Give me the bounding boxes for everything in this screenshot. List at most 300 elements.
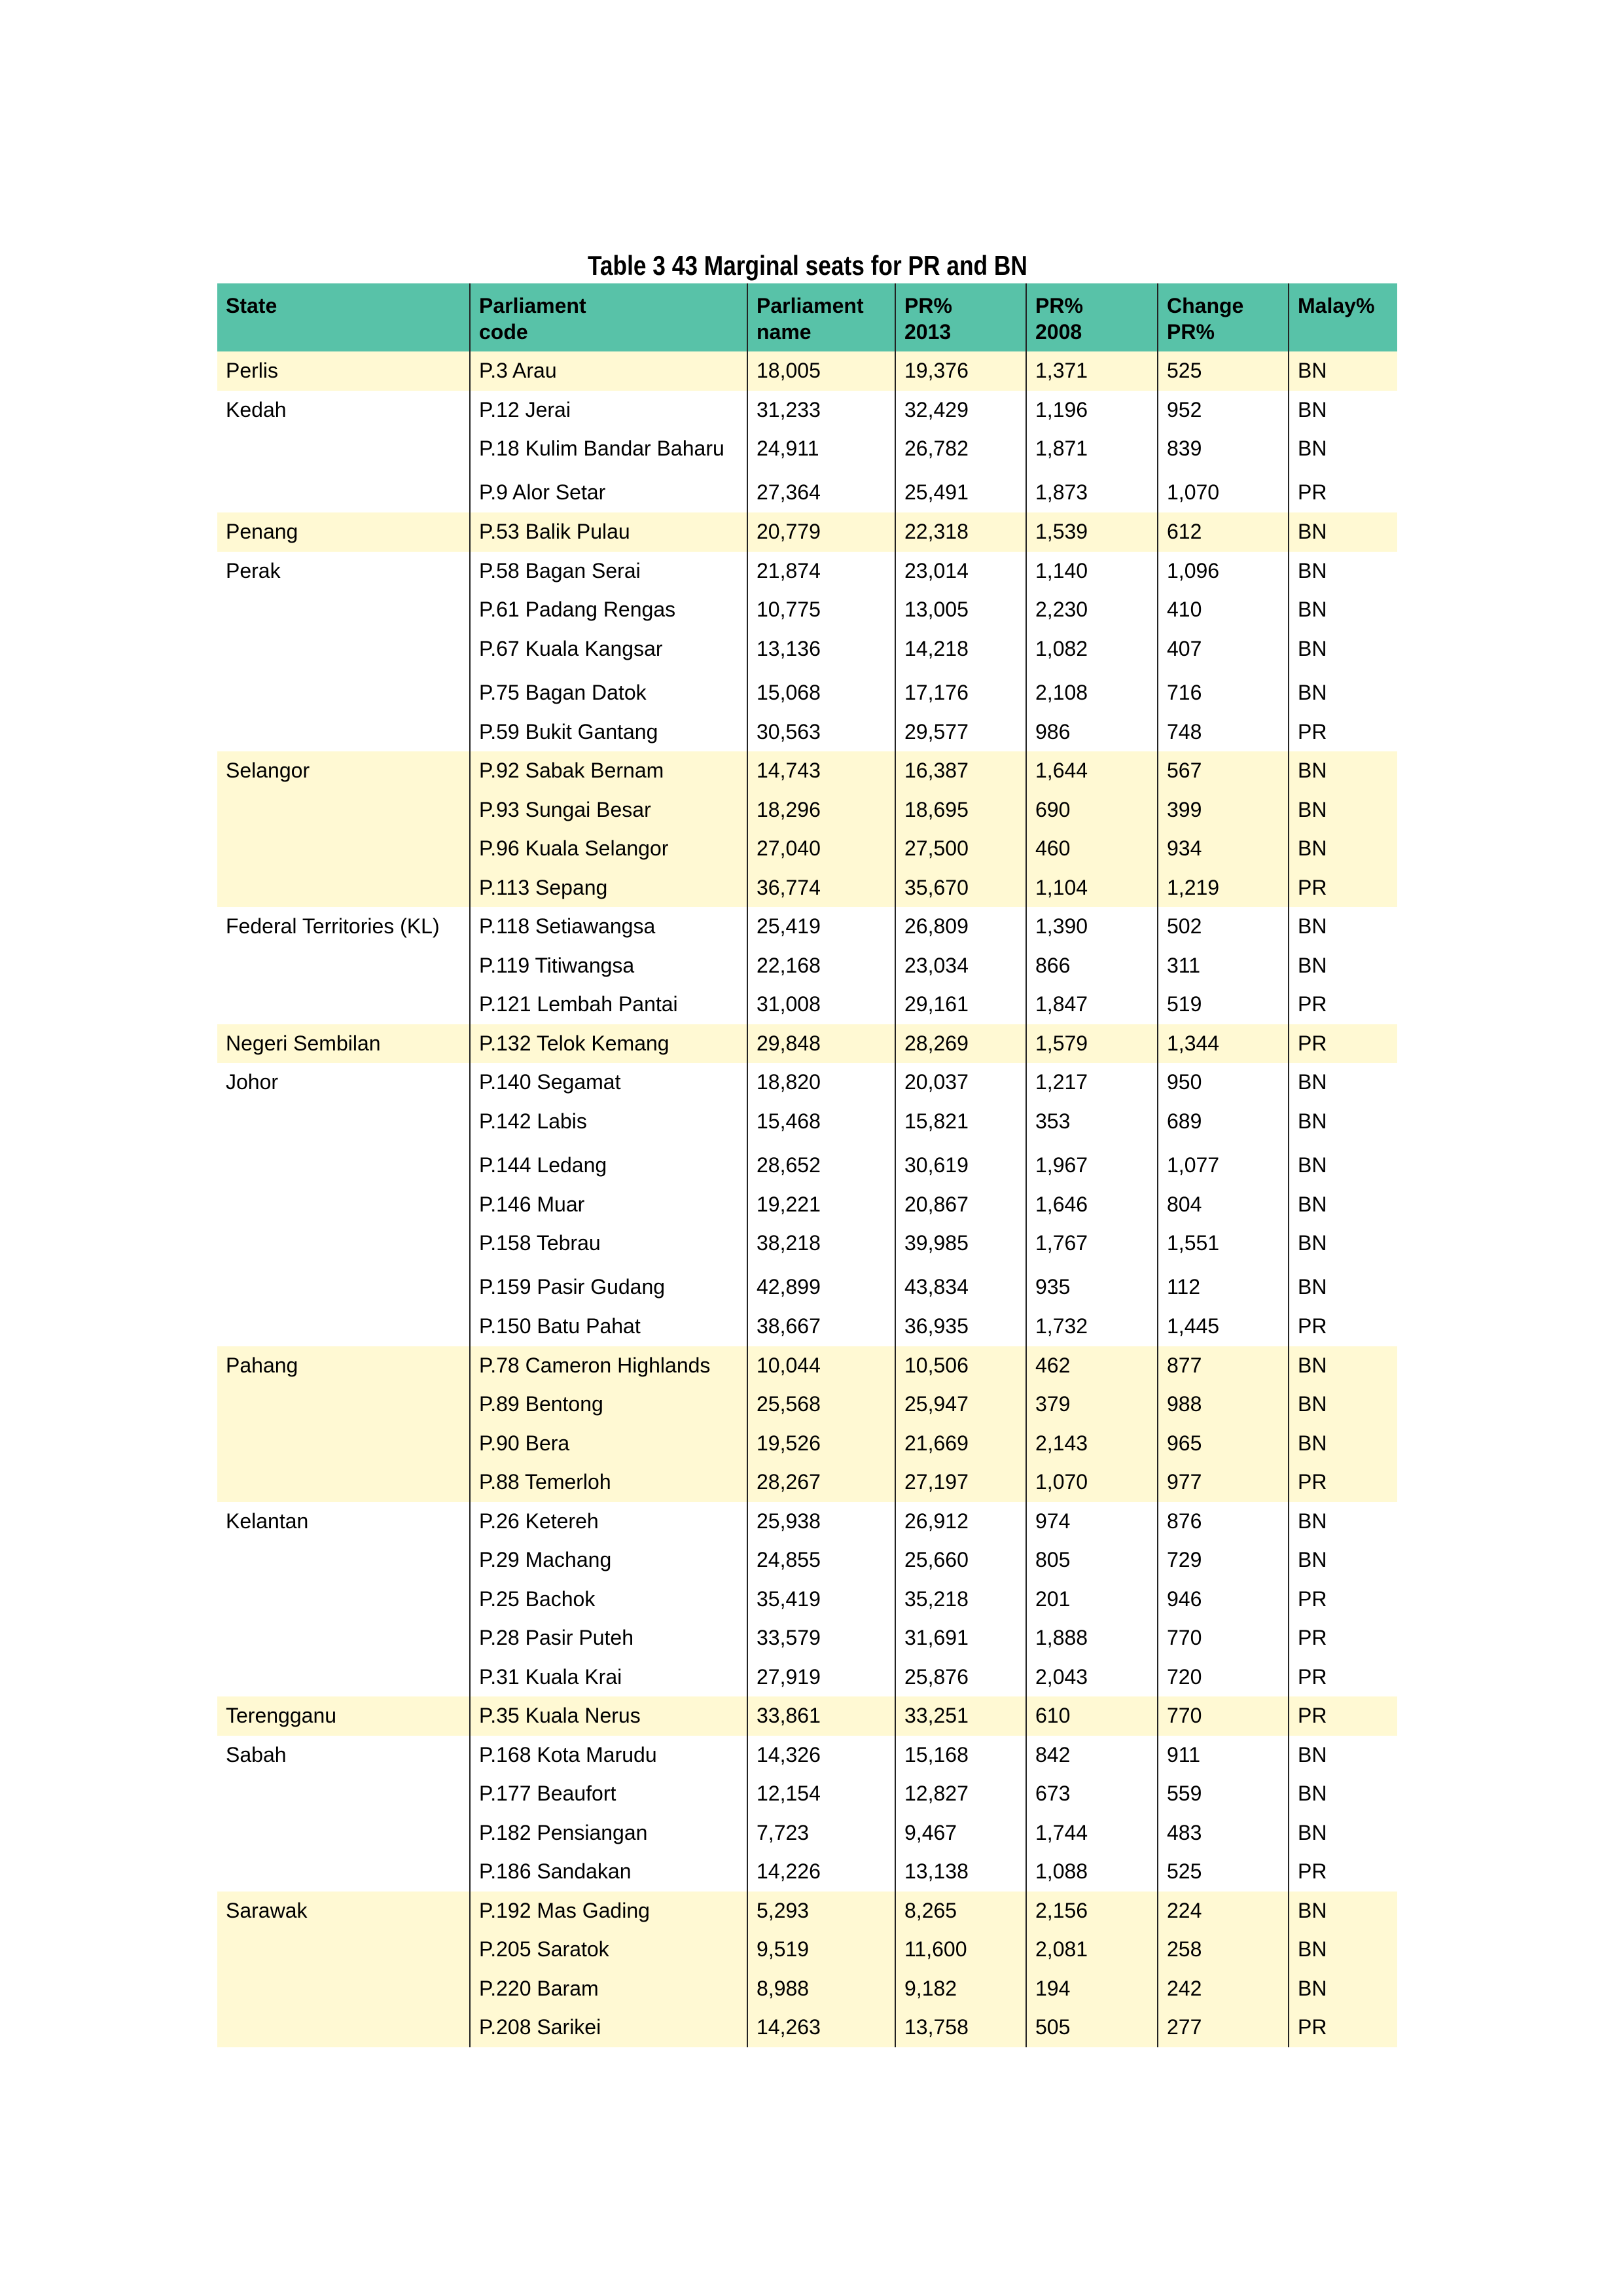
change-pr-cell: 277 <box>1157 2008 1288 2047</box>
pr-2008-cell: 1,644 <box>1026 751 1157 791</box>
malay-pct-cell: BN <box>1288 1263 1397 1308</box>
parliament-code-cell: P.142 Labis <box>469 1102 747 1141</box>
pr-2008-cell: 505 <box>1026 2008 1157 2047</box>
pr-2013-cell: 25,947 <box>895 1385 1026 1424</box>
change-pr-cell: 988 <box>1157 1385 1288 1424</box>
change-pr-cell: 770 <box>1157 1696 1288 1736</box>
parliament-name-cell: 18,005 <box>747 351 895 391</box>
parliament-name-cell: 10,044 <box>747 1346 895 1386</box>
malay-pct-cell: BN <box>1288 1774 1397 1814</box>
pr-2008-cell: 1,888 <box>1026 1619 1157 1658</box>
pr-2008-cell: 462 <box>1026 1346 1157 1386</box>
malay-pct-cell: BN <box>1288 1892 1397 1931</box>
pr-2013-cell: 25,491 <box>895 469 1026 513</box>
table-row <box>217 791 1397 830</box>
pr-2013-cell: 15,821 <box>895 1102 1026 1141</box>
malay-pct-cell: BN <box>1288 1424 1397 1463</box>
change-pr-cell: 483 <box>1157 1814 1288 1853</box>
state-cell <box>217 713 469 752</box>
state-cell <box>217 429 469 469</box>
malay-pct-cell: PR <box>1288 869 1397 908</box>
parliament-name-cell: 21,874 <box>747 552 895 591</box>
table-row <box>217 1736 1397 1775</box>
parliament-name-cell: 38,218 <box>747 1224 895 1263</box>
parliament-name-cell: 7,723 <box>747 1814 895 1853</box>
table-row <box>217 668 1397 713</box>
parliament-code-cell: P.96 Kuala Selangor <box>469 829 747 869</box>
pr-2008-cell: 2,081 <box>1026 1930 1157 1969</box>
change-pr-cell: 804 <box>1157 1185 1288 1225</box>
pr-2013-cell: 32,429 <box>895 391 1026 430</box>
pr-2013-cell: 30,619 <box>895 1141 1026 1185</box>
change-pr-cell: 112 <box>1157 1263 1288 1308</box>
table-row <box>217 552 1397 591</box>
parliament-name-cell: 14,326 <box>747 1736 895 1775</box>
state-cell: Johor <box>226 1070 279 1094</box>
pr-2013-cell: 26,912 <box>895 1502 1026 1541</box>
state-cell <box>217 469 469 513</box>
parliament-code-cell: P.53 Balik Pulau <box>469 512 747 552</box>
state-cell <box>217 1580 469 1619</box>
parliament-name-cell: 19,526 <box>747 1424 895 1463</box>
parliament-name-cell: 15,468 <box>747 1102 895 1141</box>
table-row <box>217 985 1397 1024</box>
parliament-name-cell: 27,364 <box>747 469 895 513</box>
state-cell: Kedah <box>226 397 287 422</box>
table-row <box>217 1263 1397 1308</box>
parliament-name-cell: 25,938 <box>747 1502 895 1541</box>
malay-pct-cell: BN <box>1288 1346 1397 1386</box>
pr-2008-cell: 379 <box>1026 1385 1157 1424</box>
change-pr-cell: 525 <box>1157 1852 1288 1892</box>
table-row <box>217 1346 1397 1386</box>
parliament-name-cell: 36,774 <box>747 869 895 908</box>
change-pr-cell: 716 <box>1157 668 1288 713</box>
table-row <box>217 1852 1397 1892</box>
parliament-name-cell: 9,519 <box>747 1930 895 1969</box>
parliament-code-cell: P.12 Jerai <box>469 391 747 430</box>
state-cell <box>217 985 469 1024</box>
change-pr-cell: 1,077 <box>1157 1141 1288 1185</box>
malay-pct-cell: PR <box>1288 1852 1397 1892</box>
header-pr-2013: PR% 2013 <box>895 283 1026 351</box>
parliament-name-cell: 27,040 <box>747 829 895 869</box>
malay-pct-cell: BN <box>1288 946 1397 986</box>
pr-2008-cell: 2,043 <box>1026 1658 1157 1697</box>
table-header-row <box>217 283 1397 351</box>
pr-2008-cell: 974 <box>1026 1502 1157 1541</box>
state-cell: Sarawak <box>226 1898 308 1922</box>
pr-2008-cell: 1,873 <box>1026 469 1157 513</box>
table-row <box>217 391 1397 430</box>
state-cell: Kelantan <box>226 1509 309 1533</box>
change-pr-cell: 689 <box>1157 1102 1288 1141</box>
malay-pct-cell: BN <box>1288 590 1397 630</box>
table-row <box>217 946 1397 986</box>
pr-2013-cell: 20,867 <box>895 1185 1026 1225</box>
pr-2008-cell: 866 <box>1026 946 1157 986</box>
state-cell: Selangor <box>226 759 310 783</box>
state-cell: Penang <box>226 520 298 544</box>
table-row <box>217 1619 1397 1658</box>
parliament-code-cell: P.28 Pasir Puteh <box>469 1619 747 1658</box>
parliament-code-cell: P.35 Kuala Nerus <box>469 1696 747 1736</box>
parliament-code-cell: P.121 Lembah Pantai <box>469 985 747 1024</box>
parliament-code-cell: P.3 Arau <box>469 351 747 391</box>
parliament-code-cell: P.144 Ledang <box>469 1141 747 1185</box>
malay-pct-cell: BN <box>1288 907 1397 946</box>
parliament-code-cell: P.159 Pasir Gudang <box>469 1263 747 1308</box>
state-cell: Terengganu <box>226 1704 337 1728</box>
table-row <box>217 1774 1397 1814</box>
parliament-name-cell: 24,855 <box>747 1541 895 1580</box>
malay-pct-cell: BN <box>1288 668 1397 713</box>
pr-2013-cell: 18,695 <box>895 791 1026 830</box>
header-pr-2008: PR% 2008 <box>1026 283 1157 351</box>
parliament-name-cell: 30,563 <box>747 713 895 752</box>
state-cell <box>217 1814 469 1853</box>
malay-pct-cell: BN <box>1288 1063 1397 1102</box>
parliament-code-cell: P.192 Mas Gading <box>469 1892 747 1931</box>
change-pr-cell: 612 <box>1157 512 1288 552</box>
pr-2013-cell: 27,500 <box>895 829 1026 869</box>
malay-pct-cell: BN <box>1288 630 1397 669</box>
malay-pct-cell: PR <box>1288 713 1397 752</box>
pr-2008-cell: 935 <box>1026 1263 1157 1308</box>
pr-2013-cell: 21,669 <box>895 1424 1026 1463</box>
parliament-code-cell: P.58 Bagan Serai <box>469 552 747 591</box>
table-row <box>217 1185 1397 1225</box>
change-pr-cell: 748 <box>1157 713 1288 752</box>
table-body <box>217 351 1397 2047</box>
parliament-name-cell: 10,775 <box>747 590 895 630</box>
pr-2013-cell: 20,037 <box>895 1063 1026 1102</box>
table-row <box>217 1424 1397 1463</box>
malay-pct-cell: PR <box>1288 1658 1397 1697</box>
state-cell <box>217 1852 469 1892</box>
malay-pct-cell: BN <box>1288 1541 1397 1580</box>
state-cell <box>217 668 469 713</box>
malay-pct-cell: PR <box>1288 1307 1397 1346</box>
change-pr-cell: 1,551 <box>1157 1224 1288 1263</box>
parliament-code-cell: P.119 Titiwangsa <box>469 946 747 986</box>
parliament-name-cell: 31,233 <box>747 391 895 430</box>
table-row <box>217 1930 1397 1969</box>
state-cell <box>217 1774 469 1814</box>
state-cell: Perlis <box>226 359 279 383</box>
parliament-code-cell: P.31 Kuala Krai <box>469 1658 747 1697</box>
parliament-name-cell: 5,293 <box>747 1892 895 1931</box>
parliament-code-cell: P.208 Sarikei <box>469 2008 747 2047</box>
state-cell <box>217 1463 469 1502</box>
parliament-code-cell: P.67 Kuala Kangsar <box>469 630 747 669</box>
state-cell <box>217 1385 469 1424</box>
pr-2008-cell: 201 <box>1026 1580 1157 1619</box>
pr-2013-cell: 17,176 <box>895 668 1026 713</box>
pr-2013-cell: 10,506 <box>895 1346 1026 1386</box>
pr-2013-cell: 31,691 <box>895 1619 1026 1658</box>
parliament-name-cell: 38,667 <box>747 1307 895 1346</box>
table-row <box>217 713 1397 752</box>
malay-pct-cell: BN <box>1288 1930 1397 1969</box>
pr-2008-cell: 805 <box>1026 1541 1157 1580</box>
malay-pct-cell: BN <box>1288 791 1397 830</box>
change-pr-cell: 877 <box>1157 1346 1288 1386</box>
change-pr-cell: 950 <box>1157 1063 1288 1102</box>
table-row <box>217 512 1397 552</box>
parliament-name-cell: 18,820 <box>747 1063 895 1102</box>
table-row <box>217 1541 1397 1580</box>
table-row <box>217 1224 1397 1263</box>
malay-pct-cell: BN <box>1288 1185 1397 1225</box>
table-row <box>217 1307 1397 1346</box>
pr-2008-cell: 610 <box>1026 1696 1157 1736</box>
change-pr-cell: 224 <box>1157 1892 1288 1931</box>
pr-2008-cell: 1,088 <box>1026 1852 1157 1892</box>
pr-2008-cell: 460 <box>1026 829 1157 869</box>
malay-pct-cell: BN <box>1288 1141 1397 1185</box>
parliament-name-cell: 20,779 <box>747 512 895 552</box>
state-cell: Negeri Sembilan <box>226 1031 381 1055</box>
change-pr-cell: 934 <box>1157 829 1288 869</box>
pr-2008-cell: 1,140 <box>1026 552 1157 591</box>
marginal-seats-table <box>217 283 1397 2047</box>
state-cell <box>217 829 469 869</box>
change-pr-cell: 729 <box>1157 1541 1288 1580</box>
parliament-name-cell: 15,068 <box>747 668 895 713</box>
change-pr-cell: 720 <box>1157 1658 1288 1697</box>
parliament-code-cell: P.168 Kota Marudu <box>469 1736 747 1775</box>
parliament-name-cell: 27,919 <box>747 1658 895 1697</box>
pr-2008-cell: 690 <box>1026 791 1157 830</box>
state-cell <box>217 1224 469 1263</box>
parliament-name-cell: 22,168 <box>747 946 895 986</box>
state-cell <box>217 1658 469 1697</box>
table-row <box>217 1502 1397 1541</box>
change-pr-cell: 911 <box>1157 1736 1288 1775</box>
table-title <box>217 247 1397 284</box>
table-title-text: Table 3 43 Marginal seats for PR and BN <box>587 250 1027 281</box>
state-cell <box>217 2008 469 2047</box>
malay-pct-cell: BN <box>1288 1969 1397 2009</box>
parliament-code-cell: P.186 Sandakan <box>469 1852 747 1892</box>
parliament-name-cell: 14,226 <box>747 1852 895 1892</box>
pr-2013-cell: 33,251 <box>895 1696 1026 1736</box>
parliament-code-cell: P.75 Bagan Datok <box>469 668 747 713</box>
table-row <box>217 1696 1397 1736</box>
pr-2013-cell: 23,034 <box>895 946 1026 986</box>
table-row <box>217 590 1397 630</box>
table-row <box>217 1580 1397 1619</box>
table-row <box>217 351 1397 391</box>
table-row <box>217 469 1397 513</box>
change-pr-cell: 1,219 <box>1157 869 1288 908</box>
state-cell <box>217 1102 469 1141</box>
state-cell <box>217 946 469 986</box>
change-pr-cell: 559 <box>1157 1774 1288 1814</box>
pr-2013-cell: 28,269 <box>895 1024 1026 1064</box>
pr-2008-cell: 1,390 <box>1026 907 1157 946</box>
state-cell <box>217 630 469 669</box>
parliament-name-cell: 33,861 <box>747 1696 895 1736</box>
state-cell <box>217 1141 469 1185</box>
pr-2013-cell: 26,782 <box>895 429 1026 469</box>
parliament-name-cell: 24,911 <box>747 429 895 469</box>
parliament-name-cell: 33,579 <box>747 1619 895 1658</box>
table-row <box>217 907 1397 946</box>
parliament-name-cell: 14,263 <box>747 2008 895 2047</box>
parliament-code-cell: P.146 Muar <box>469 1185 747 1225</box>
parliament-code-cell: P.205 Saratok <box>469 1930 747 1969</box>
change-pr-cell: 311 <box>1157 946 1288 986</box>
state-cell: Pahang <box>226 1353 298 1377</box>
parliament-code-cell: P.59 Bukit Gantang <box>469 713 747 752</box>
header-malay-pct: Malay% <box>1288 283 1397 351</box>
state-cell <box>217 1263 469 1308</box>
parliament-name-cell: 18,296 <box>747 791 895 830</box>
pr-2013-cell: 35,218 <box>895 1580 1026 1619</box>
pr-2008-cell: 1,847 <box>1026 985 1157 1024</box>
malay-pct-cell: BN <box>1288 1385 1397 1424</box>
change-pr-cell: 839 <box>1157 429 1288 469</box>
pr-2008-cell: 2,230 <box>1026 590 1157 630</box>
parliament-code-cell: P.158 Tebrau <box>469 1224 747 1263</box>
parliament-name-cell: 19,221 <box>747 1185 895 1225</box>
parliament-name-cell: 8,988 <box>747 1969 895 2009</box>
parliament-name-cell: 42,899 <box>747 1263 895 1308</box>
pr-2013-cell: 22,318 <box>895 512 1026 552</box>
pr-2013-cell: 29,161 <box>895 985 1026 1024</box>
pr-2008-cell: 1,967 <box>1026 1141 1157 1185</box>
pr-2008-cell: 2,156 <box>1026 1892 1157 1931</box>
pr-2008-cell: 842 <box>1026 1736 1157 1775</box>
change-pr-cell: 519 <box>1157 985 1288 1024</box>
pr-2013-cell: 43,834 <box>895 1263 1026 1308</box>
parliament-name-cell: 35,419 <box>747 1580 895 1619</box>
malay-pct-cell: PR <box>1288 2008 1397 2047</box>
header-parliament-name: Parliament name <box>747 283 895 351</box>
malay-pct-cell: BN <box>1288 829 1397 869</box>
pr-2008-cell: 1,196 <box>1026 391 1157 430</box>
pr-2008-cell: 1,732 <box>1026 1307 1157 1346</box>
table-row <box>217 1658 1397 1697</box>
parliament-name-cell: 29,848 <box>747 1024 895 1064</box>
parliament-code-cell: P.18 Kulim Bandar Baharu <box>469 429 747 469</box>
malay-pct-cell: PR <box>1288 1696 1397 1736</box>
change-pr-cell: 876 <box>1157 1502 1288 1541</box>
malay-pct-cell: BN <box>1288 391 1397 430</box>
table-row <box>217 1463 1397 1502</box>
parliament-name-cell: 28,652 <box>747 1141 895 1185</box>
state-cell: Federal Territories (KL) <box>226 914 440 939</box>
parliament-code-cell: P.93 Sungai Besar <box>469 791 747 830</box>
pr-2013-cell: 9,182 <box>895 1969 1026 2009</box>
parliament-code-cell: P.25 Bachok <box>469 1580 747 1619</box>
malay-pct-cell: PR <box>1288 1619 1397 1658</box>
pr-2013-cell: 19,376 <box>895 351 1026 391</box>
parliament-name-cell: 12,154 <box>747 1774 895 1814</box>
parliament-code-cell: P.140 Segamat <box>469 1063 747 1102</box>
malay-pct-cell: BN <box>1288 1502 1397 1541</box>
change-pr-cell: 567 <box>1157 751 1288 791</box>
change-pr-cell: 952 <box>1157 391 1288 430</box>
pr-2008-cell: 194 <box>1026 1969 1157 2009</box>
header-change-pr: Change PR% <box>1157 283 1288 351</box>
pr-2013-cell: 9,467 <box>895 1814 1026 1853</box>
pr-2013-cell: 23,014 <box>895 552 1026 591</box>
change-pr-cell: 407 <box>1157 630 1288 669</box>
parliament-name-cell: 25,568 <box>747 1385 895 1424</box>
change-pr-cell: 410 <box>1157 590 1288 630</box>
parliament-code-cell: P.9 Alor Setar <box>469 469 747 513</box>
table-row <box>217 829 1397 869</box>
table-row <box>217 869 1397 908</box>
pr-2008-cell: 1,579 <box>1026 1024 1157 1064</box>
parliament-name-cell: 14,743 <box>747 751 895 791</box>
change-pr-cell: 965 <box>1157 1424 1288 1463</box>
pr-2013-cell: 26,809 <box>895 907 1026 946</box>
pr-2013-cell: 35,670 <box>895 869 1026 908</box>
state-cell <box>217 590 469 630</box>
parliament-code-cell: P.78 Cameron Highlands <box>469 1346 747 1386</box>
table-row <box>217 1024 1397 1064</box>
malay-pct-cell: PR <box>1288 469 1397 513</box>
parliament-name-cell: 28,267 <box>747 1463 895 1502</box>
state-cell <box>217 1424 469 1463</box>
table-row <box>217 1141 1397 1185</box>
parliament-code-cell: P.177 Beaufort <box>469 1774 747 1814</box>
state-cell <box>217 1541 469 1580</box>
pr-2013-cell: 14,218 <box>895 630 1026 669</box>
parliament-code-cell: P.118 Setiawangsa <box>469 907 747 946</box>
parliament-code-cell: P.92 Sabak Bernam <box>469 751 747 791</box>
state-cell <box>217 791 469 830</box>
pr-2013-cell: 13,138 <box>895 1852 1026 1892</box>
malay-pct-cell: BN <box>1288 429 1397 469</box>
parliament-name-cell: 31,008 <box>747 985 895 1024</box>
header-parliament-code: Parliament code <box>469 283 747 351</box>
pr-2008-cell: 1,217 <box>1026 1063 1157 1102</box>
state-cell <box>217 1930 469 1969</box>
malay-pct-cell: BN <box>1288 512 1397 552</box>
pr-2013-cell: 15,168 <box>895 1736 1026 1775</box>
malay-pct-cell: PR <box>1288 1024 1397 1064</box>
state-cell <box>217 869 469 908</box>
change-pr-cell: 242 <box>1157 1969 1288 2009</box>
malay-pct-cell: BN <box>1288 1224 1397 1263</box>
table-row <box>217 429 1397 469</box>
change-pr-cell: 525 <box>1157 351 1288 391</box>
state-cell: Perak <box>226 558 281 583</box>
malay-pct-cell: BN <box>1288 1814 1397 1853</box>
pr-2013-cell: 13,005 <box>895 590 1026 630</box>
header-state: State <box>226 294 277 317</box>
parliament-code-cell: P.88 Temerloh <box>469 1463 747 1502</box>
pr-2013-cell: 13,758 <box>895 2008 1026 2047</box>
change-pr-cell: 399 <box>1157 791 1288 830</box>
malay-pct-cell: PR <box>1288 1580 1397 1619</box>
change-pr-cell: 1,445 <box>1157 1307 1288 1346</box>
table-row <box>217 751 1397 791</box>
pr-2013-cell: 29,577 <box>895 713 1026 752</box>
pr-2008-cell: 1,871 <box>1026 429 1157 469</box>
parliament-code-cell: P.113 Sepang <box>469 869 747 908</box>
pr-2008-cell: 1,767 <box>1026 1224 1157 1263</box>
parliament-name-cell: 25,419 <box>747 907 895 946</box>
pr-2013-cell: 39,985 <box>895 1224 1026 1263</box>
table-row <box>217 1814 1397 1853</box>
pr-2008-cell: 2,143 <box>1026 1424 1157 1463</box>
